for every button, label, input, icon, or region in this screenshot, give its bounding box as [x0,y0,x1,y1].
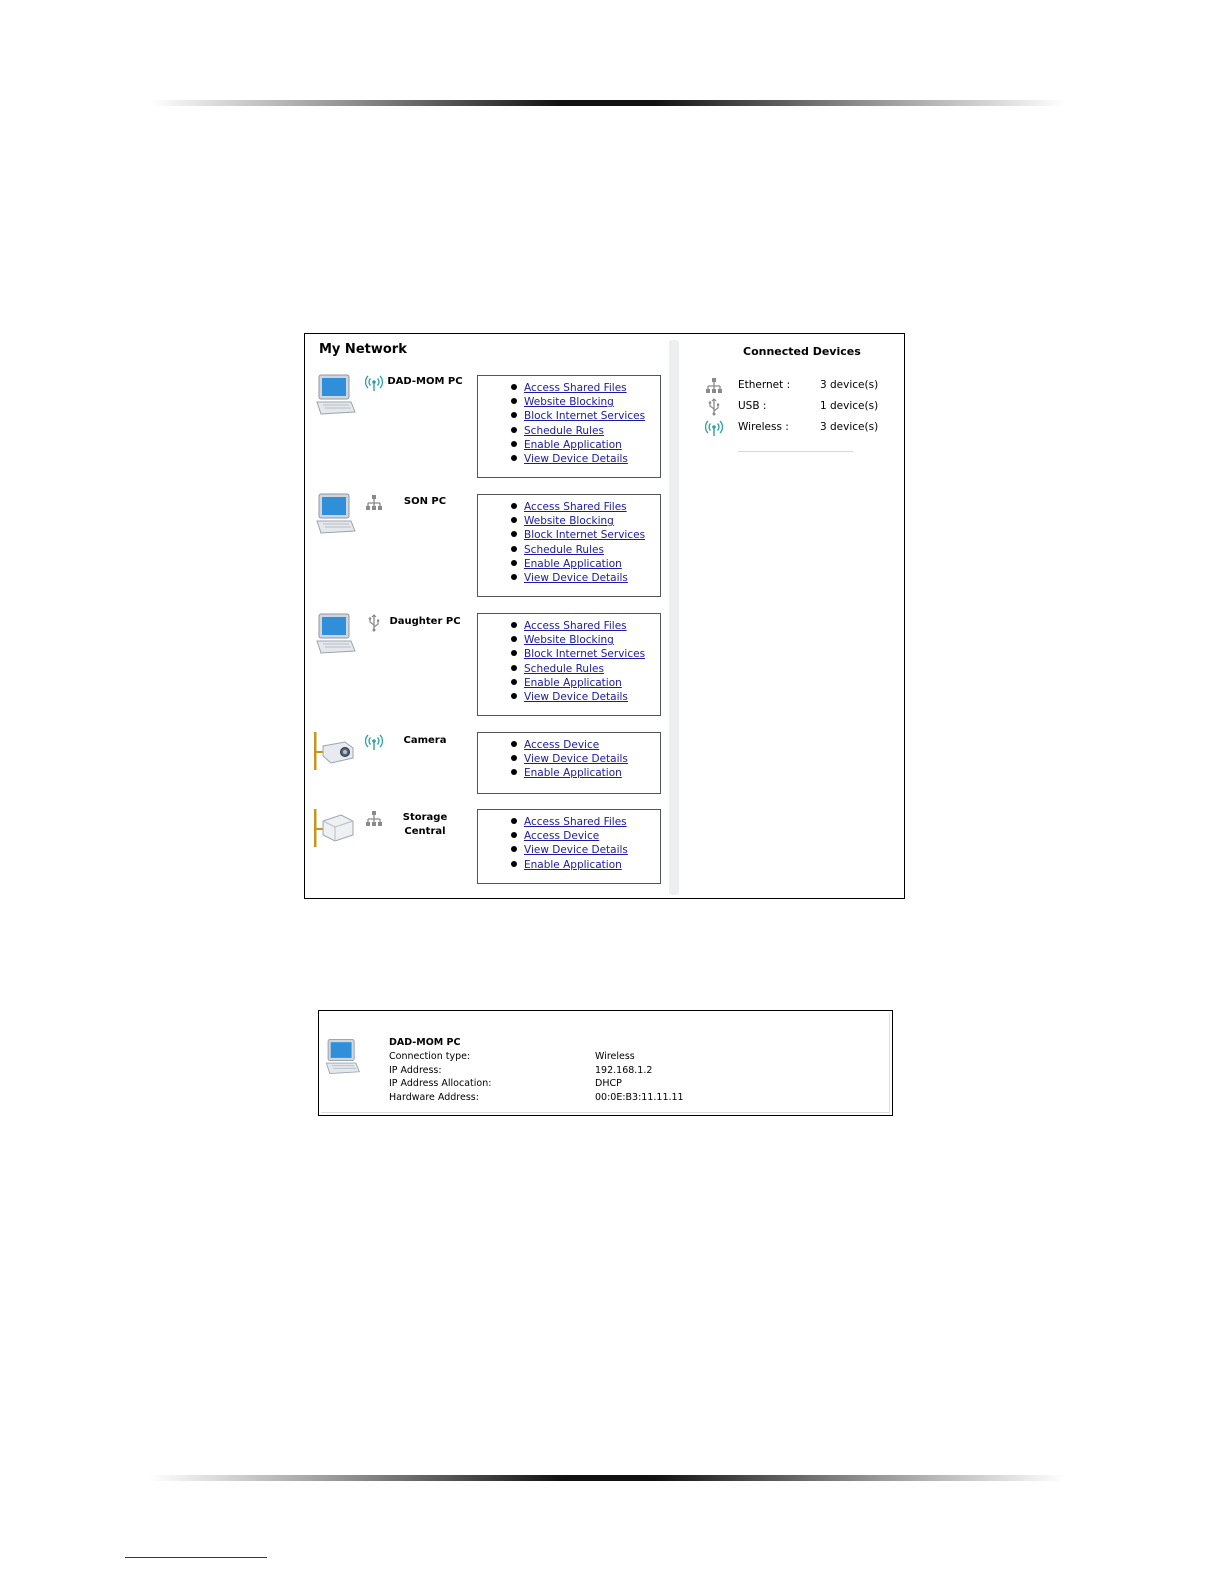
connected-count: 3 device(s) [820,421,879,433]
device-actions-box [477,375,661,478]
action-item [524,738,660,752]
device-name-line: Camera [403,735,447,746]
device-name-line: Storage [402,812,448,823]
detail-label: IP Address: [389,1064,442,1076]
connected-separator [738,451,853,452]
access-device-link[interactable]: Access Device [524,830,600,843]
view-device-details-link[interactable]: View Device Details [524,753,628,766]
device-name [375,734,475,748]
action-item [524,409,660,423]
action-item [524,557,660,571]
access-shared-files-link[interactable]: Access Shared Files [524,620,627,632]
block-internet-services-link[interactable]: Block Internet Services [524,529,646,542]
device-actions-box [477,494,661,597]
device-actions-box [477,613,661,716]
view-device-details-link[interactable]: View Device Details [524,691,628,704]
action-item [524,543,660,557]
action-item [524,647,660,661]
device-name [375,495,475,509]
action-item [524,815,660,829]
enable-application-link[interactable]: Enable Application [524,438,622,451]
schedule-rules-link[interactable]: Schedule Rules [524,543,604,556]
device-name-line: DAD-MOM PC [387,376,463,387]
panel-title: My Network [319,342,407,357]
website-blocking-link[interactable]: Website Blocking [524,634,614,647]
block-internet-services-link[interactable]: Block Internet Services [524,410,646,423]
website-blocking-link[interactable]: Website Blocking [524,515,614,528]
action-item [524,571,660,585]
detail-value: DHCP [595,1078,622,1089]
view-device-details-link[interactable]: View Device Details [524,572,628,585]
usb-icon [705,398,723,416]
action-item [524,452,660,466]
connected-count: 3 device(s) [820,379,879,391]
action-item [524,514,660,528]
action-item [524,395,660,409]
action-item [524,676,660,690]
footer-link-underline [125,1557,267,1558]
pc-icon[interactable] [313,611,357,661]
enable-application-link[interactable]: Enable Application [524,676,622,689]
action-item [524,752,660,766]
device-name-line: SON PC [403,496,447,507]
block-internet-services-link[interactable]: Block Internet Services [524,648,646,661]
action-item [524,500,660,514]
schedule-rules-link[interactable]: Schedule Rules [524,662,604,675]
device-actions-box [477,732,661,794]
action-item [524,424,660,438]
device-name-line: Daughter PC [389,616,461,627]
action-item [524,858,660,872]
connected-count: 1 device(s) [820,400,879,412]
panel-divider [669,340,679,895]
action-item [524,528,660,542]
details-title: DAD-MOM PC [389,1037,461,1048]
pc-icon[interactable] [313,491,357,541]
action-item [524,633,660,647]
detail-label: Hardware Address: [389,1091,479,1103]
detail-value: 192.168.1.2 [595,1064,653,1076]
device-name [375,811,475,839]
my-network-panel [304,333,905,899]
schedule-rules-link[interactable]: Schedule Rules [524,424,604,437]
action-item [524,381,660,395]
detail-label: IP Address Allocation: [389,1078,492,1089]
camera-icon[interactable] [313,730,357,780]
action-item [524,829,660,843]
action-item [524,843,660,857]
device-name [375,375,475,389]
view-device-details-link[interactable]: View Device Details [524,844,628,857]
device-details-panel [318,1010,893,1116]
enable-application-link[interactable]: Enable Application [524,557,622,570]
wireless-icon [705,419,723,437]
connected-label: Ethernet : [738,379,791,391]
view-device-details-link[interactable]: View Device Details [524,453,628,466]
access-device-link[interactable]: Access Device [524,739,600,751]
device-name-line: Central [404,826,446,837]
connected-label: USB : [738,400,767,412]
detail-value: 00:0E:B3:11.11.11 [595,1091,684,1103]
ethernet-icon [705,377,723,395]
pc-icon [322,1037,362,1081]
action-item [524,438,660,452]
device-actions-box [477,809,661,884]
pc-icon[interactable] [313,372,357,422]
bottom-rule [150,1475,1065,1481]
detail-value: Wireless [595,1051,635,1062]
connected-label: Wireless : [738,421,789,433]
access-shared-files-link[interactable]: Access Shared Files [524,382,627,394]
detail-label: Connection type: [389,1051,471,1062]
action-item [524,662,660,676]
storage-icon[interactable] [313,807,357,857]
access-shared-files-link[interactable]: Access Shared Files [524,501,627,513]
top-rule [150,100,1065,106]
access-shared-files-link[interactable]: Access Shared Files [524,816,627,828]
device-name [375,615,475,629]
enable-application-link[interactable]: Enable Application [524,767,622,780]
action-item [524,690,660,704]
connected-devices-title: Connected Devices [743,345,861,358]
action-item [524,619,660,633]
enable-application-link[interactable]: Enable Application [524,858,622,871]
action-item [524,766,660,780]
website-blocking-link[interactable]: Website Blocking [524,396,614,409]
